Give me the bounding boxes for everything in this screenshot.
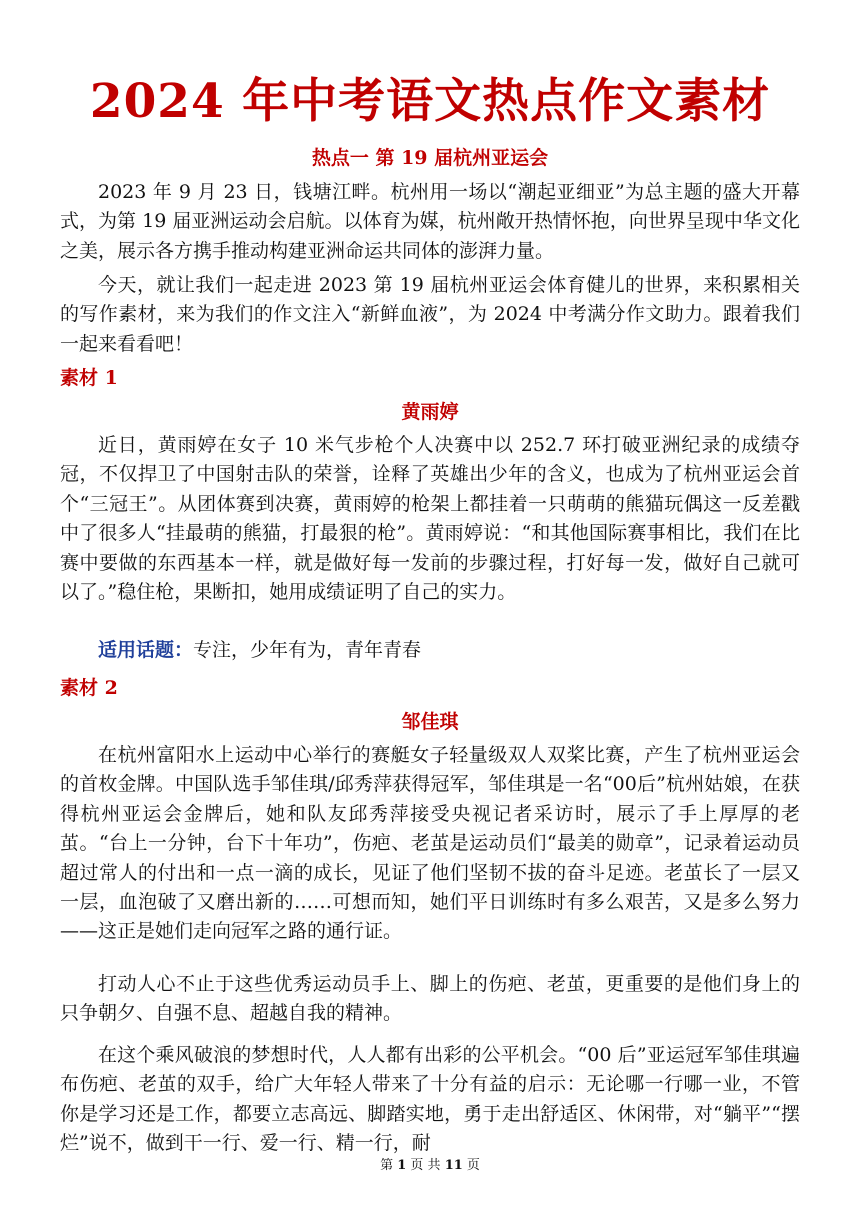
section-heading: 热点一 第 19 届杭州亚运会 xyxy=(311,147,549,169)
material-2-label: 素材 2 xyxy=(60,677,118,699)
material-2-name: 邹佳琪 xyxy=(401,711,459,733)
intro-paragraph-2: 今天，就让我们一起走进 2023 第 19 届杭州亚运会体育健儿的世界，来积累相关的写作素材，来为我们的作文注入“新鲜血液”，为 2024 中考满分作文助力。跟着我们一起来看看吧！ xyxy=(60,274,800,355)
topics-label: 适用话题： xyxy=(98,639,194,661)
footer-page-number: 1 xyxy=(397,1158,407,1173)
material-1-paragraph: 近日，黄雨婷在女子 10 米气步枪个人决赛中以 252.7 环打破亚洲纪录的成绩夺冠，不仅捍卫了中国射击队的荣誉，诠释了英雄出少年的含义，也成为了杭州亚运会首个“三冠王”。从团体赛到决赛，黄雨婷的枪架上都挂着一只萌萌的熊猫玩偶这一反差戳中了很多人“挂最萌的熊猫，打最狠的枪”。黄雨婷说：“和其他国际赛事相比，我们在比赛中要做的东西基本一样，就是做好每一发前的步骤过程，打好每一发，做好自己就可以了。”稳住枪，果断扣，她用成绩证明了自己的实力。 xyxy=(60,434,800,604)
material-1-topics xyxy=(60,636,800,665)
material-1-name: 黄雨婷 xyxy=(401,401,459,423)
document-title: 2024 年中考语文热点作文素材 xyxy=(89,74,771,129)
topics-text: 专注，少年有为，青年青春 xyxy=(193,639,422,661)
material-2-paragraph-2: 打动人心不止于这些优秀运动员手上、脚上的伤疤、老茧，更重要的是他们身上的只争朝夕、自强不息、超越自我的精神。 xyxy=(60,973,800,1025)
footer-middle: 页 共 xyxy=(410,1158,441,1173)
material-2-paragraph-3: 在这个乘风破浪的梦想时代，人人都有出彩的公平机会。“00 后”亚运冠军邹佳琪遍布伤疤、老茧的双手，给广大年轻人带来了十分有益的启示：无论哪一行哪一业，不管你是学习还是工作，都要立志高远、脚踏实地，勇于走出舒适区、休闲带，对“躺平”“摆烂”说不，做到干一行、爱一行、精一行，耐 xyxy=(60,1044,800,1155)
footer-suffix: 页 xyxy=(466,1158,480,1173)
footer-total-pages: 11 xyxy=(444,1158,463,1173)
intro-paragraph-1: 2023 年 9 月 23 日，钱塘江畔。杭州用一场以“潮起亚细亚”为总主题的盛大开幕式，为第 19 届亚洲运动会启航。以体育为媒，杭州敞开热情怀抱，向世界呈现中华文化之美，展示各方携手推动构建亚洲命运共同体的澎湃力量。 xyxy=(60,181,800,262)
footer-prefix: 第 xyxy=(380,1158,394,1173)
material-2-paragraph-1: 在杭州富阳水上运动中心举行的赛艇女子轻量级双人双桨比赛，产生了杭州亚运会的首枚金牌。中国队选手邹佳琪/邱秀萍获得冠军，邹佳琪是一名“00后”杭州姑娘，在获得杭州亚运会金牌后，她和队友邱秀萍接受央视记者采访时，展示了手上厚厚的老茧。“台上一分钟，台下十年功”，伤疤、老茧是运动员们“最美的勋章”，记录着运动员超过常人的付出和一点一滴的成长，见证了他们坚韧不拔的奋斗足迹。老茧长了一层又一层，血泡破了又磨出新的……可想而知，她们平日训练时有多么艰苦，又是多么努力——这正是她们走向冠军之路的通行证。 xyxy=(60,744,800,943)
material-1-label: 素材 1 xyxy=(60,367,118,389)
page-footer xyxy=(0,1156,860,1176)
